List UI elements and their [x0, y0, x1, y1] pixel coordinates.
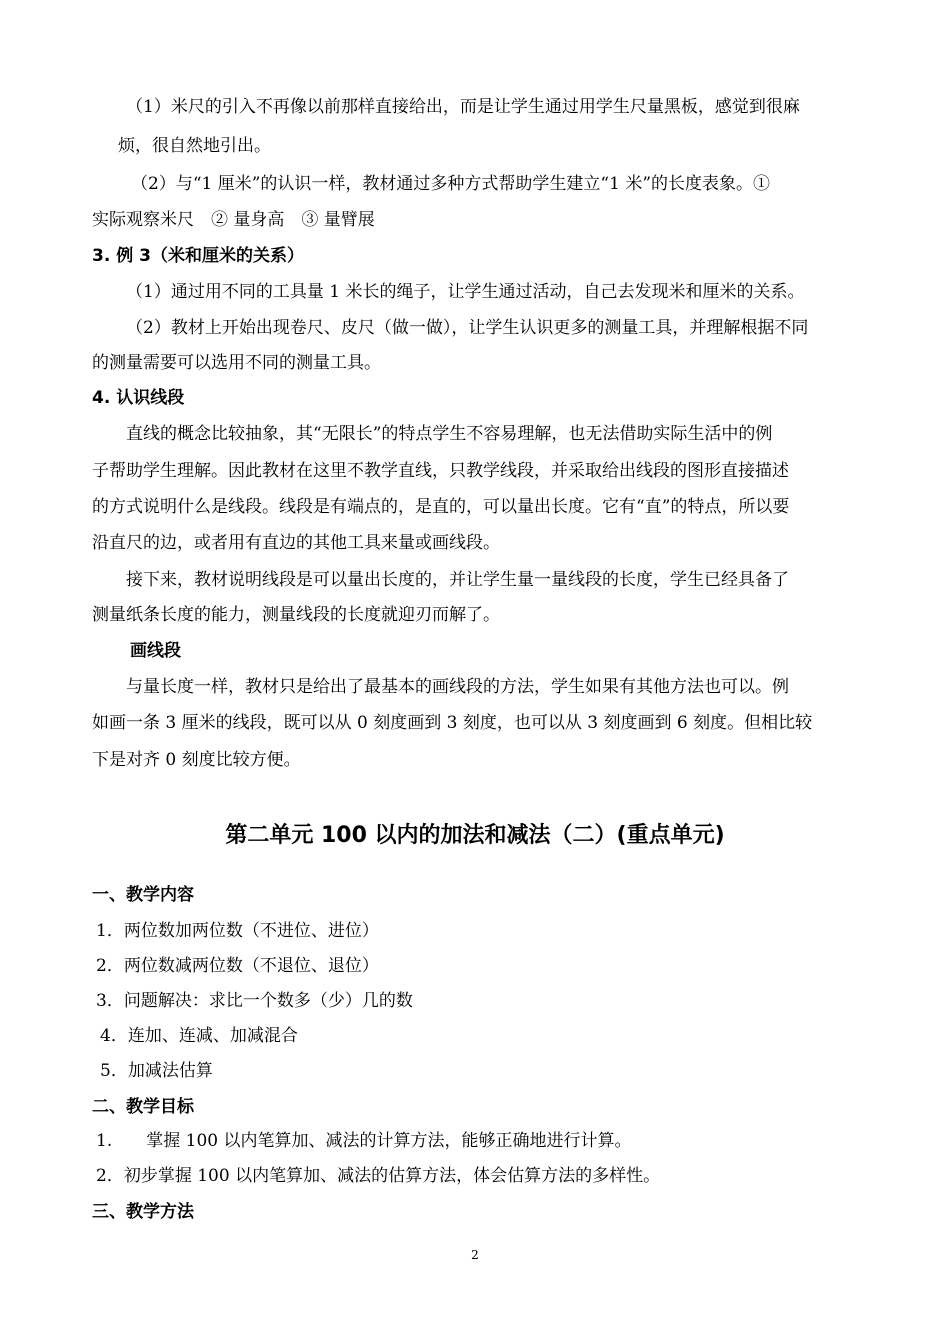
line-2: 烦，很自然地引出。 [118, 136, 271, 156]
content-item-5: 5．加减法估算 [100, 1061, 213, 1081]
goal-item-1: 1. 掌握 100 以内笔算加、减法的计算方法，能够正确地进行计算。 [96, 1131, 632, 1151]
line-7: （2）教材上开始出现卷尺、皮尺（做一做），让学生认识更多的测量工具，并理解根据不同 [126, 318, 809, 338]
line-15: 测量纸条长度的能力，测量线段的长度就迎刃而解了。 [92, 605, 500, 625]
line-14: 接下来，教材说明线段是可以量出长度的，并让学生量一量线段的长度，学生已经具备了 [126, 570, 789, 590]
heading-draw-segment: 画线段 [130, 641, 181, 661]
page-number: 2 [471, 1248, 479, 1262]
line-12: 的方式说明什么是线段。线段是有端点的，是直的，可以量出长度。它有“直”的特点，所以要 [92, 497, 790, 517]
line-1: （1）米尺的引入不再像以前那样直接给出，而是让学生通过用学生尺量黑板，感觉到很麻 [126, 97, 800, 117]
content-item-3: 3．问题解决：求比一个数多（少）几的数 [96, 991, 413, 1011]
line-18: 如画一条 3 厘米的线段，既可以从 0 刻度画到 3 刻度，也可以从 3 刻度画到 6 刻度。但相比较 [92, 713, 813, 733]
heading-example-3: 3. 例 3（米和厘米的关系） [92, 246, 304, 266]
line-17: 与量长度一样，教材只是给出了最基本的画线段的方法，学生如果有其他方法也可以。例 [126, 677, 789, 697]
unit-title: 第二单元 100 以内的加法和减法（二）(重点单元) [225, 823, 725, 848]
heading-line-segment: 4. 认识线段 [92, 388, 185, 408]
line-3: （2）与“1 厘米”的认识一样，教材通过多种方式帮助学生建立“1 米”的长度表象。① [131, 174, 771, 194]
line-13: 沿直尺的边，或者用有直边的其他工具来量或画线段。 [92, 533, 500, 553]
line-10: 直线的概念比较抽象，其“无限长”的特点学生不容易理解，也无法借助实际生活中的例 [126, 424, 773, 444]
content-item-1: 1．两位数加两位数（不进位、进位） [96, 921, 379, 941]
line-11: 子帮助学生理解。因此教材在这里不教学直线，只教学线段，并采取给出线段的图形直接描述 [92, 461, 789, 481]
heading-teaching-methods: 三、教学方法 [92, 1202, 194, 1222]
heading-teaching-goals: 二、教学目标 [92, 1097, 194, 1117]
goal-item-2: 2．初步掌握 100 以内笔算加、减法的估算方法，体会估算方法的多样性。 [96, 1166, 661, 1186]
content-item-4: 4．连加、连减、加减混合 [100, 1026, 298, 1046]
line-8: 的测量需要可以选用不同的测量工具。 [92, 353, 381, 373]
line-6: （1）通过用不同的工具量 1 米长的绳子，让学生通过活动，自己去发现米和厘米的关系。 [126, 282, 805, 302]
line-4: 实际观察米尺 ② 量身高 ③ 量臂展 [92, 210, 375, 230]
content-item-2: 2．两位数减两位数（不退位、退位） [96, 956, 379, 976]
line-19: 下是对齐 0 刻度比较方便。 [92, 750, 301, 770]
heading-teaching-content: 一、教学内容 [92, 885, 194, 905]
